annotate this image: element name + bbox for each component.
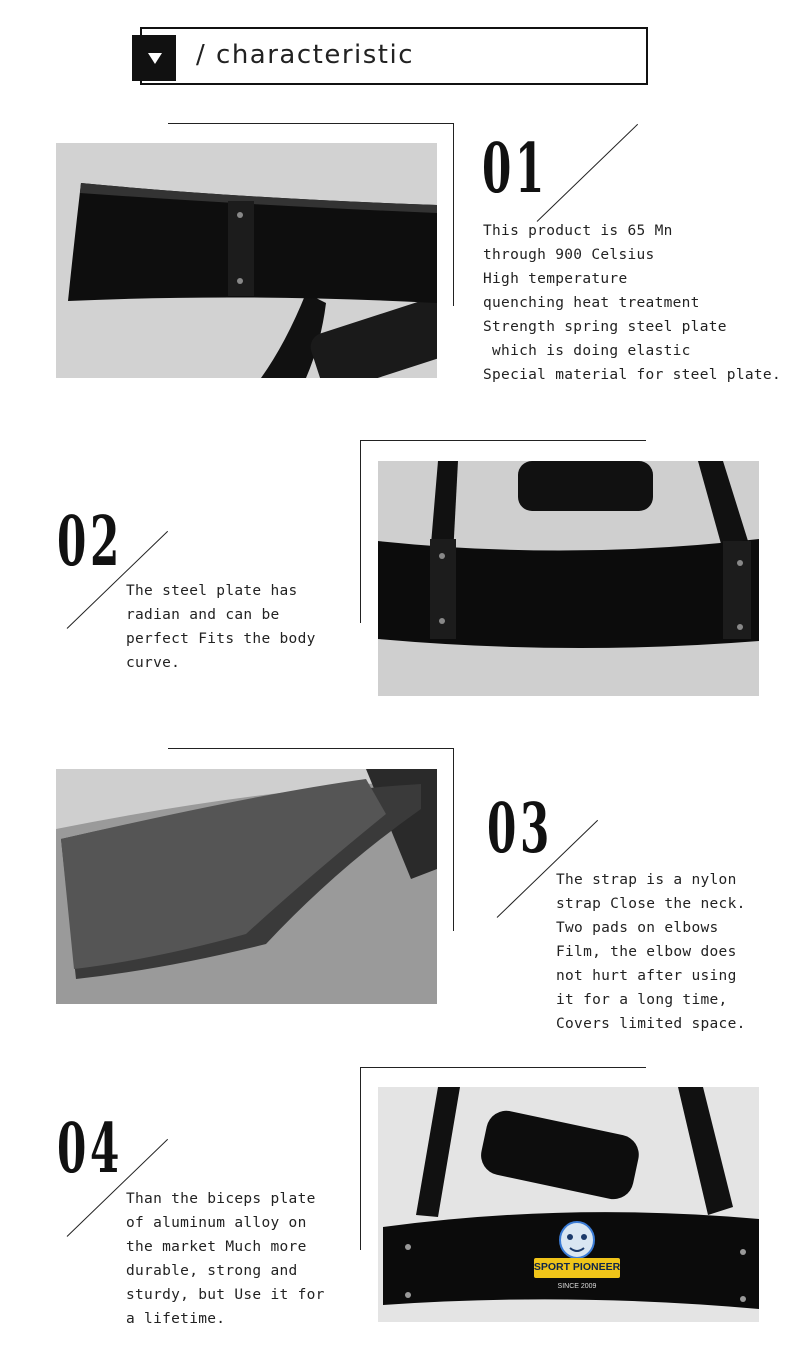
product-photo-plate-pad [56,769,437,1004]
frame-line [453,748,454,931]
triangle-down-icon [148,53,162,64]
frame-line [360,440,361,623]
logo-since-text: SINCE 2009 [557,1283,597,1290]
feature-description: This product is 65 Mn through 900 Celsius High temperature quenching heat treatment Strength spring steel plate which is doing elastic Special material for steel plate. [483,223,781,383]
feature-number: 02 [57,502,124,582]
frame-line [360,1067,361,1250]
diagonal-divider [537,124,638,222]
frame-line [360,440,646,441]
section-title: / characteristic [196,40,415,70]
frame-line [360,1067,646,1068]
feature-number: 04 [57,1109,124,1189]
frame-line [168,748,454,749]
feature-number: 03 [487,789,554,869]
feature-description: The steel plate has radian and can be perfect Fits the body curve. [126,583,316,671]
feature-description: Than the biceps plate of aluminum alloy on the market Much more durable, strong and sturdy, but Use it for a lifetime. [126,1191,325,1327]
product-photo-plate-front [378,461,759,696]
feature-description: The strap is a nylon strap Close the neck. Two pads on elbows Film, the elbow does not hurt after using it for a long time, Covers limited space. [556,872,746,1032]
feature-number: 01 [482,129,549,209]
frame-line [453,123,454,306]
logo-brand-text: SPORT PIONEER [533,1261,621,1273]
frame-line [168,123,454,124]
brand-logo [532,1218,622,1298]
product-photo-plate-side [56,143,437,378]
